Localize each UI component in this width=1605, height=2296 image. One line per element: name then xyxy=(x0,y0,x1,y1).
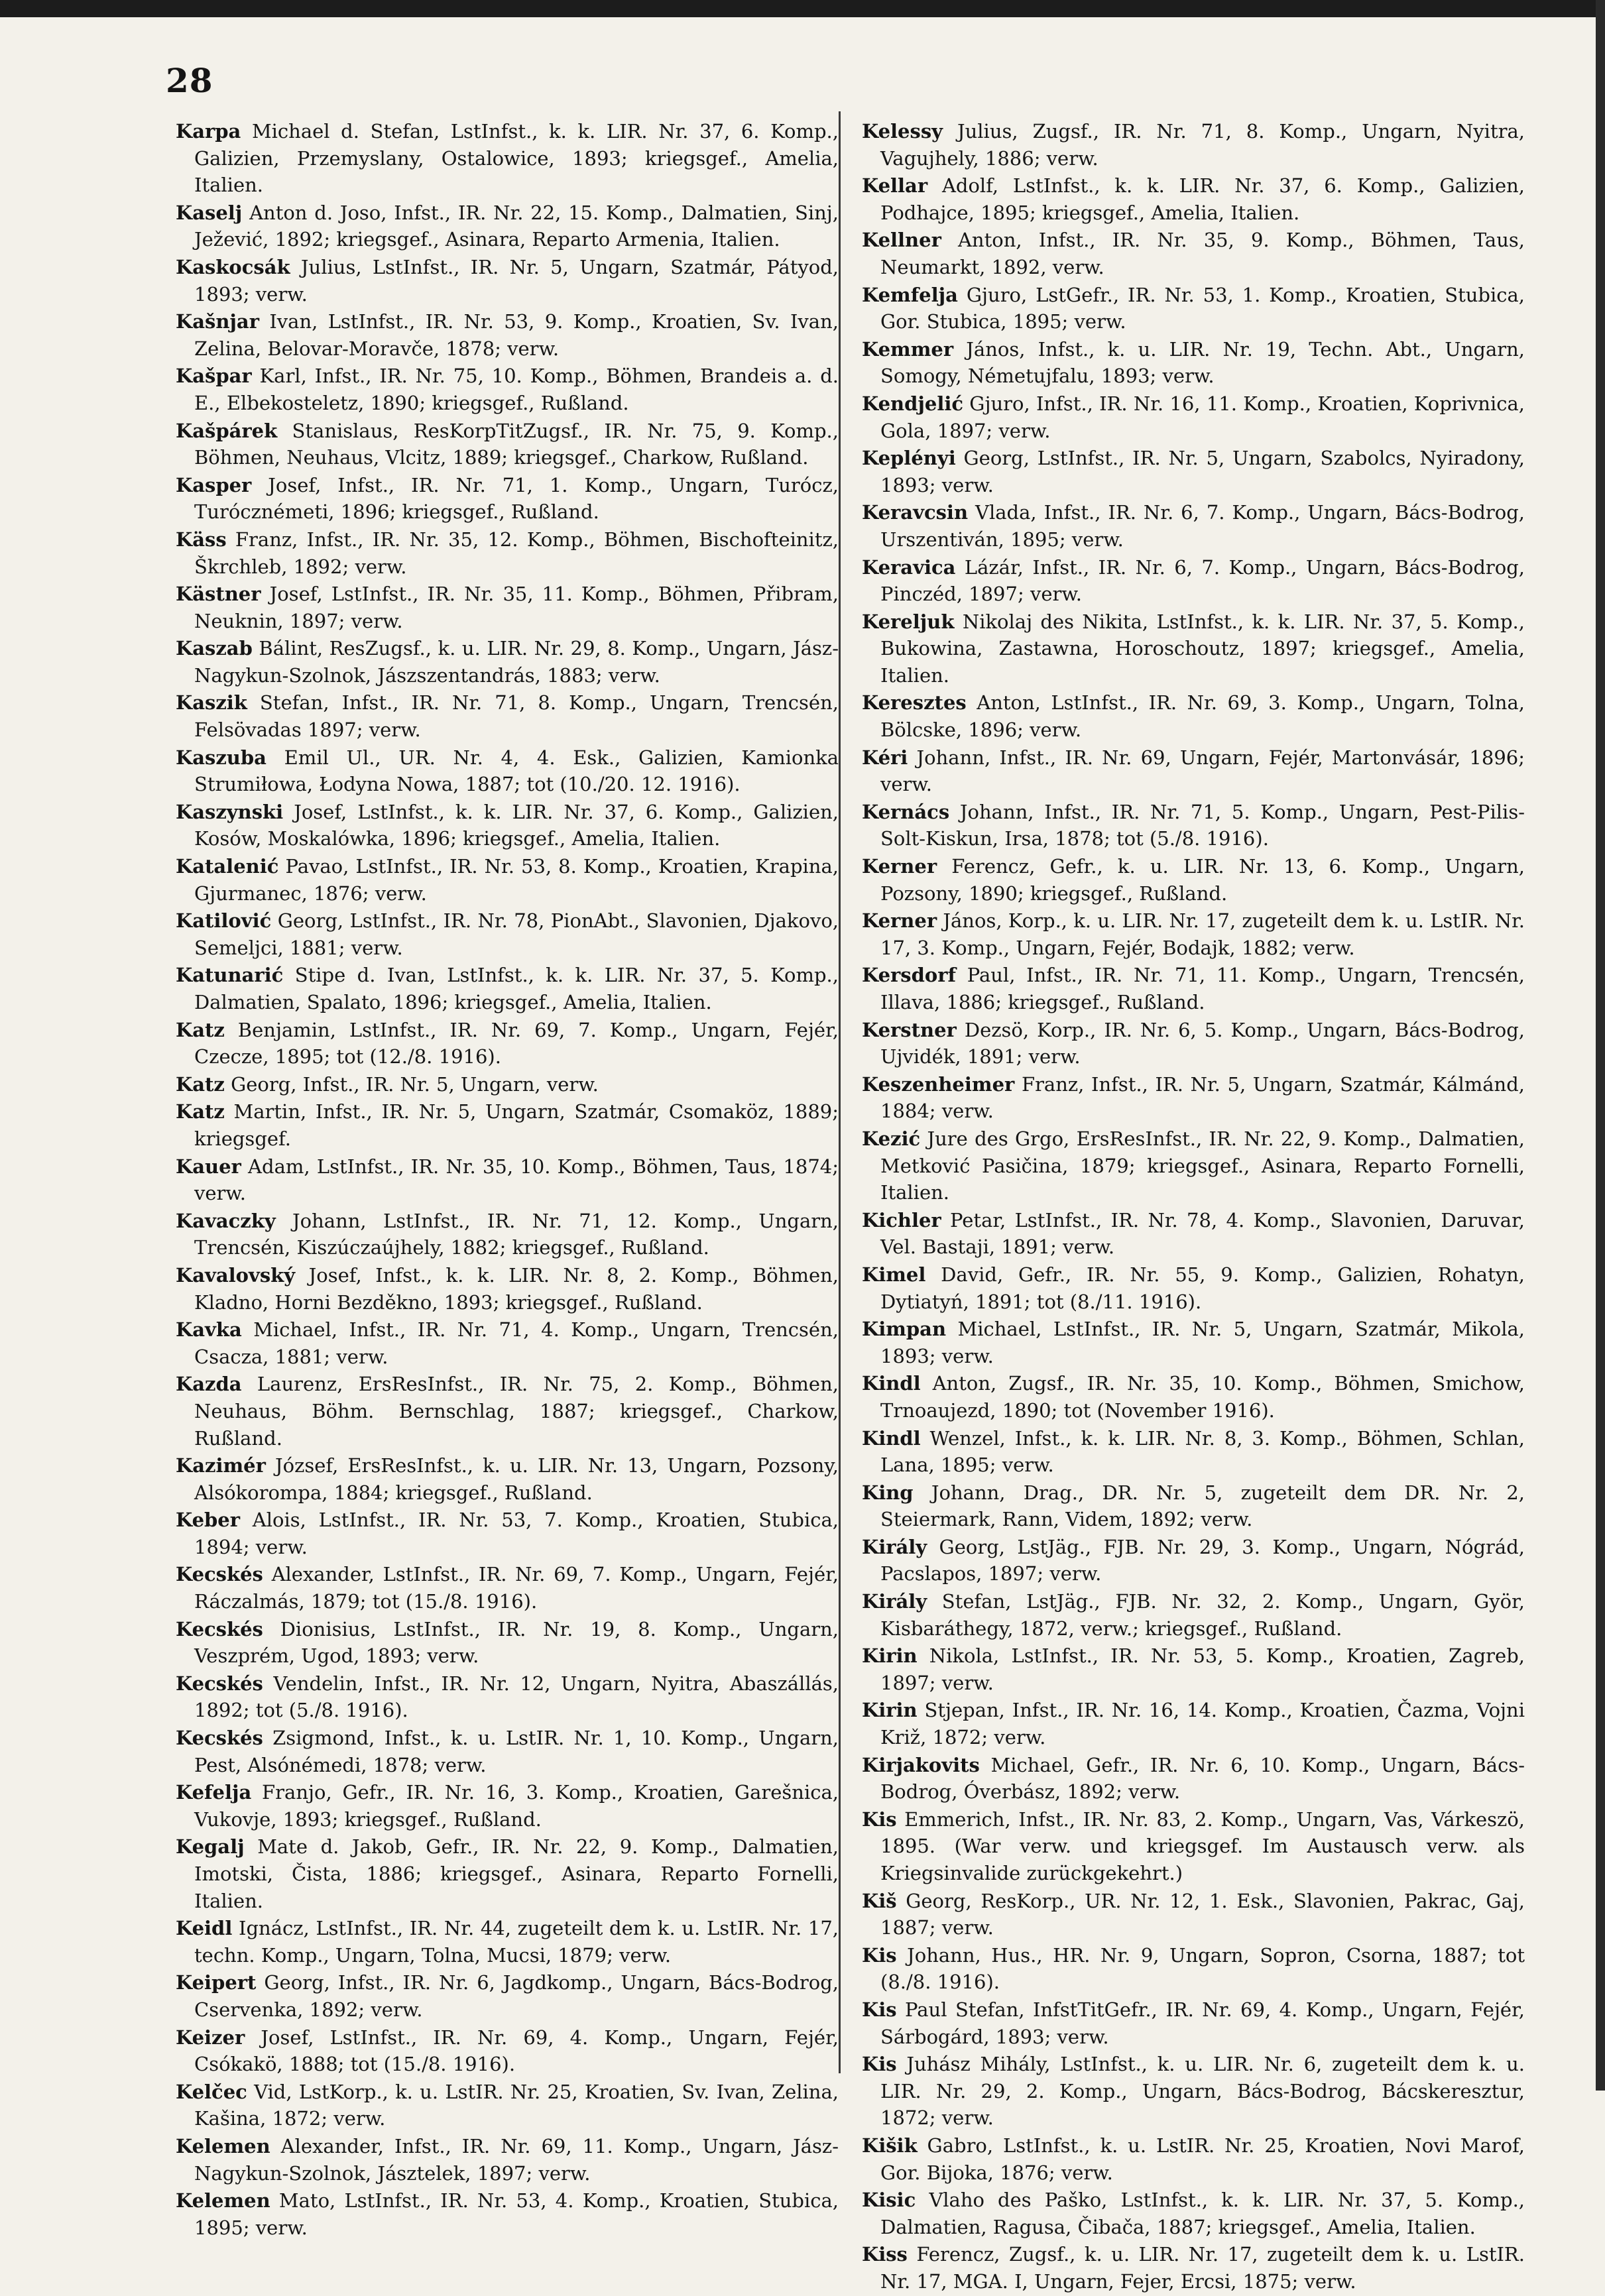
list-entry xyxy=(862,1697,1525,1751)
entry-details: Martin, Infst., IR. Nr. 5, Ungarn, Szatmár, Csomaköz, 1889; kriegsgef. xyxy=(194,1100,839,1150)
list-entry xyxy=(176,118,839,199)
entry-details: Georg, Infst., IR. Nr. 5, Ungarn, verw. xyxy=(224,1072,599,1096)
entry-details: Michael, Gefr., IR. Nr. 6, 10. Komp., Ungarn, Bács-Bodrog, Óverbász, 1892; verw. xyxy=(880,1753,1525,1804)
entry-details: Laurenz, ErsResInfst., IR. Nr. 75, 2. Komp., Böhmen, Neuhaus, Böhm. Bernschlag, 1887; kriegsgef., Charkow, Rußland. xyxy=(194,1373,839,1450)
list-entry xyxy=(176,1969,839,2023)
entry-surname: Kiš xyxy=(862,1889,897,1912)
list-entry xyxy=(176,1779,839,1833)
entry-surname: Kimpan xyxy=(862,1318,947,1341)
entry-surname: Kašpárek xyxy=(176,419,278,442)
list-entry xyxy=(176,1833,839,1914)
entry-details: Georg, LstJäg., FJB. Nr. 29, 3. Komp., Ungarn, Nógrád, Pacslapos, 1897; verw. xyxy=(880,1535,1525,1585)
entry-surname: Kaszuba xyxy=(176,746,267,769)
entry-details: Wenzel, Infst., k. k. LIR. Nr. 8, 3. Komp., Böhmen, Schlan, Lana, 1895; verw. xyxy=(880,1426,1525,1477)
entry-surname: Kemfelja xyxy=(862,283,958,306)
entry-surname: Keizer xyxy=(176,2026,245,2049)
entry-surname: Kecskés xyxy=(176,1617,263,1640)
entry-surname: Kimel xyxy=(862,1263,926,1286)
list-entry xyxy=(176,907,839,961)
entry-surname: Kelessy xyxy=(862,120,943,143)
page-number: 28 xyxy=(166,61,213,100)
entry-surname: Kemmer xyxy=(862,337,954,361)
list-entry xyxy=(176,472,839,526)
entry-surname: Kisic xyxy=(862,2189,916,2212)
list-entry xyxy=(862,608,1525,689)
entry-details: Franz, Infst., IR. Nr. 35, 12. Komp., Böhmen, Bischofteinitz, Škrchleb, 1892; verw. xyxy=(194,528,839,578)
entry-details: János, Korp., k. u. LIR. Nr. 17, zugeteilt dem k. u. LstIR. Nr. 17, 3. Komp., Ungarn, Fejér, Bodajk, 1882; verw. xyxy=(880,909,1525,959)
entry-surname: Kaszynski xyxy=(176,800,284,823)
entry-surname: Kaskocsák xyxy=(176,255,290,278)
list-entry xyxy=(176,853,839,907)
entry-surname: Kavka xyxy=(176,1318,242,1342)
list-entry xyxy=(176,1262,839,1316)
entry-surname: Karpa xyxy=(176,120,241,143)
entry-surname: Kiss xyxy=(862,2243,908,2266)
entry-surname: Kersdorf xyxy=(862,964,956,987)
list-entry xyxy=(862,1996,1525,2050)
list-entry xyxy=(176,799,839,852)
entry-surname: Keravcsin xyxy=(862,501,969,524)
list-entry xyxy=(862,1425,1525,1479)
entry-surname: Kecskés xyxy=(176,1563,263,1586)
entry-details: Ignácz, LstInfst., IR. Nr. 44, zugeteilt dem k. u. LstIR. Nr. 17, techn. Komp., Ungarn, Tolna, Mucsi, 1879; verw. xyxy=(194,1917,839,1967)
entry-surname: Keszenheimer xyxy=(862,1072,1015,1096)
list-entry xyxy=(862,227,1525,280)
entry-details: Anton, Infst., IR. Nr. 35, 9. Komp., Böhmen, Taus, Neumarkt, 1892, verw. xyxy=(880,229,1525,278)
list-entry xyxy=(176,1670,839,1724)
entry-details: Pavao, LstInfst., IR. Nr. 53, 8. Komp., Kroatien, Krapina, Gjurmanec, 1876; verw. xyxy=(194,855,839,905)
list-entry xyxy=(176,1561,839,1615)
entry-surname: Kästner xyxy=(176,583,261,606)
list-entry xyxy=(862,799,1525,852)
list-entry xyxy=(176,2187,839,2241)
entry-details: Anton d. Joso, Infst., IR. Nr. 22, 15. Komp., Dalmatien, Sinj, Ježević, 1892; kriegsgef., Asinara, Reparto Armenia, Italien. xyxy=(194,201,839,251)
list-entry xyxy=(862,1125,1525,1206)
list-entry xyxy=(176,1371,839,1452)
list-entry xyxy=(862,1207,1525,1261)
entry-surname: Kecskés xyxy=(176,1672,263,1695)
list-entry xyxy=(862,1642,1525,1696)
entry-details: Josef, LstInfst., IR. Nr. 69, 4. Komp., Ungarn, Fejér, Csókakö, 1888; tot (15./8. 1916). xyxy=(194,2026,839,2076)
entry-surname: Kellar xyxy=(862,174,928,198)
entry-details: Nikola, LstInfst., IR. Nr. 53, 5. Komp., Kroatien, Zagreb, 1897; verw. xyxy=(880,1644,1525,1694)
list-entry xyxy=(862,1806,1525,1887)
entry-surname: Kirin xyxy=(862,1699,918,1722)
list-entry xyxy=(862,853,1525,907)
list-entry xyxy=(862,2241,1525,2295)
entry-surname: Katz xyxy=(176,1072,225,1096)
entry-surname: Kašpar xyxy=(176,365,252,388)
entry-details: Johann, Hus., HR. Nr. 9, Ungarn, Sopron, Csorna, 1887; tot (8./8. 1916). xyxy=(880,1943,1525,1994)
entry-surname: Keravica xyxy=(862,555,956,579)
entry-details: Ferencz, Gefr., k. u. LIR. Nr. 13, 6. Komp., Ungarn, Pozsony, 1890; kriegsgef., Rußland. xyxy=(880,855,1525,905)
entry-details: Benjamin, LstInfst., IR. Nr. 69, 7. Komp., Ungarn, Fejér, Czecze, 1895; tot (12./8. 1916). xyxy=(194,1018,839,1068)
entry-details: Josef, LstInfst., IR. Nr. 35, 11. Komp., Böhmen, Přibram, Neuknin, 1897; verw. xyxy=(194,583,839,632)
entry-surname: Kindl xyxy=(862,1372,921,1395)
entry-surname: Király xyxy=(862,1535,927,1558)
entry-surname: Kerstner xyxy=(862,1018,957,1041)
list-entry xyxy=(176,1452,839,1506)
entry-details: Gjuro, Infst., IR. Nr. 16, 11. Komp., Kroatien, Koprivnica, Gola, 1897; verw. xyxy=(880,392,1525,442)
list-entry xyxy=(176,254,839,308)
entry-surname: Kirin xyxy=(862,1644,918,1668)
list-entry xyxy=(862,1370,1525,1424)
list-entry xyxy=(176,1507,839,1560)
entry-surname: Kazda xyxy=(176,1373,242,1396)
entry-surname: Kendjelić xyxy=(862,392,964,415)
entry-details: Ferencz, Zugsf., k. u. LIR. Nr. 17, zugeteilt dem k. u. LstIR. Nr. 17, MGA. I, Ungarn, Fejer, Ercsi, 1875; verw. xyxy=(880,2243,1525,2293)
entry-details: Mato, LstInfst., IR. Nr. 53, 4. Komp., Kroatien, Stubica, 1895; verw. xyxy=(194,2189,839,2239)
entry-details: Stjepan, Infst., IR. Nr. 16, 14. Komp., Kroatien, Čazma, Vojni Križ, 1872; verw. xyxy=(880,1699,1525,1749)
list-entry xyxy=(176,1915,839,1969)
entry-details: Gabro, LstInfst., k. u. LstIR. Nr. 25, Kroatien, Novi Marof, Gor. Bijoka, 1876; verw. xyxy=(880,2134,1525,2184)
entry-details: Stefan, Infst., IR. Nr. 71, 8. Komp., Ungarn, Trencsén, Felsövadas 1897; verw. xyxy=(194,691,839,742)
list-entry xyxy=(176,2079,839,2132)
entry-surname: Kelemen xyxy=(176,2189,270,2212)
entry-surname: Keber xyxy=(176,1509,241,1532)
entry-surname: Kernács xyxy=(862,800,950,823)
entry-details: Juhász Mihály, LstInfst., k. u. LIR. Nr. 6, zugeteilt dem k. u. LIR. Nr. 29, 2. Komp., Ungarn, Bács-Bodrog, Bácskeresztur, 1872; verw. xyxy=(880,2053,1525,2130)
list-entry xyxy=(862,1752,1525,1806)
entry-surname: Kindl xyxy=(862,1426,921,1450)
entry-details: Anton, Zugsf., IR. Nr. 35, 10. Komp., Böhmen, Smichow, Trnoaujezd, 1890; tot (November 1916). xyxy=(880,1372,1525,1422)
entry-surname: Katz xyxy=(176,1100,225,1123)
list-entry xyxy=(862,282,1525,335)
list-entry xyxy=(862,2051,1525,2132)
entry-surname: Keplényi xyxy=(862,447,956,470)
entry-surname: Kis xyxy=(862,1943,897,1967)
entry-details: Alexander, Infst., IR. Nr. 69, 11. Komp., Ungarn, Jász-Nagykun-Szolnok, Jásztelek, 1897; verw. xyxy=(194,2134,839,2185)
left-column xyxy=(176,118,839,2242)
entry-details: Alois, LstInfst., IR. Nr. 53, 7. Komp., Kroatien, Stubica, 1894; verw. xyxy=(194,1509,839,1558)
entry-details: Julius, Zugsf., IR. Nr. 71, 8. Komp., Ungarn, Nyitra, Vagujhely, 1886; verw. xyxy=(880,120,1525,170)
entry-surname: Katalenić xyxy=(176,855,279,878)
list-entry xyxy=(862,2187,1525,2240)
list-entry xyxy=(176,2024,839,2078)
list-entry xyxy=(176,363,839,416)
entry-details: Michael, LstInfst., IR. Nr. 5, Ungarn, Szatmár, Mikola, 1893; verw. xyxy=(880,1318,1525,1367)
entry-details: Paul, Infst., IR. Nr. 71, 11. Komp., Ungarn, Trencsén, Illava, 1886; kriegsgef., Rußland. xyxy=(880,964,1525,1013)
entry-details: Johann, Drag., DR. Nr. 5, zugeteilt dem DR. Nr. 2, Steiermark, Rann, Videm, 1892; verw. xyxy=(880,1481,1525,1531)
list-entry xyxy=(862,962,1525,1015)
entry-details: Dezsö, Korp., IR. Nr. 6, 5. Komp., Ungarn, Bács-Bodrog, Ujvidék, 1891; verw. xyxy=(880,1018,1525,1068)
list-entry xyxy=(176,200,839,253)
entry-surname: Keresztes xyxy=(862,691,967,715)
entry-details: Zsigmond, Infst., k. u. LstIR. Nr. 1, 10. Komp., Ungarn, Pest, Alsónémedi, 1878; verw. xyxy=(194,1727,839,1776)
entry-details: Stipe d. Ivan, LstInfst., k. k. LIR. Nr. 37, 5. Komp., Dalmatien, Spalato, 1896; kriegsgef., Amelia, Italien. xyxy=(194,964,839,1013)
entry-details: Lázár, Infst., IR. Nr. 6, 7. Komp., Ungarn, Bács-Bodrog, Pinczéd, 1897; verw. xyxy=(880,555,1525,606)
list-entry xyxy=(862,1017,1525,1070)
entry-details: Vid, LstKorp., k. u. LstIR. Nr. 25, Kroatien, Sv. Ivan, Zelina, Kašina, 1872; verw. xyxy=(194,2080,839,2130)
list-entry xyxy=(176,308,839,362)
list-entry xyxy=(862,1534,1525,1587)
entry-surname: Kellner xyxy=(862,229,941,252)
entry-details: Nikolaj des Nikita, LstInfst., k. k. LIR. Nr. 37, 5. Komp., Bukowina, Zastawna, Horoschoutz, 1897; kriegsgef., Amelia, Italien. xyxy=(880,610,1525,687)
entry-surname: Kelčec xyxy=(176,2080,247,2103)
entry-details: Jure des Grgo, ErsResInfst., IR. Nr. 22, 9. Komp., Dalmatien, Metković Pasičina, 1879; kriegsgef., Asinara, Reparto Fornelli, Italien. xyxy=(880,1127,1525,1204)
entry-surname: Kerner xyxy=(862,909,937,933)
entry-surname: Keidl xyxy=(176,1917,233,1940)
entry-details: Bálint, ResZugsf., k. u. LIR. Nr. 29, 8. Komp., Ungarn, Jász-Nagykun-Szolnok, Jászszentandrás, 1883; verw. xyxy=(194,637,839,687)
list-entry xyxy=(176,581,839,634)
entry-details: Franjo, Gefr., IR. Nr. 16, 3. Komp., Kroatien, Garešnica, Vukovje, 1893; kriegsgef., Rußland. xyxy=(194,1781,839,1831)
list-entry xyxy=(862,907,1525,961)
list-entry xyxy=(862,499,1525,553)
list-entry xyxy=(862,2132,1525,2186)
entry-details: Adam, LstInfst., IR. Nr. 35, 10. Komp., Böhmen, Taus, 1874; verw. xyxy=(194,1155,839,1205)
list-entry xyxy=(862,1316,1525,1369)
entry-details: Josef, LstInfst., k. k. LIR. Nr. 37, 6. Komp., Galizien, Kosów, Moskalówka, 1896; kriegsgef., Amelia, Italien. xyxy=(194,800,839,850)
entry-surname: Kašnjar xyxy=(176,310,259,333)
list-entry xyxy=(176,1017,839,1070)
entry-details: Vendelin, Infst., IR. Nr. 12, Ungarn, Nyitra, Abaszállás, 1892; tot (5./8. 1916). xyxy=(194,1672,839,1722)
list-entry xyxy=(176,1153,839,1207)
entry-details: Franz, Infst., IR. Nr. 5, Ungarn, Szatmár, Kálmánd, 1884; verw. xyxy=(880,1072,1525,1123)
list-entry xyxy=(862,1588,1525,1642)
entry-details: Vlada, Infst., IR. Nr. 6, 7. Komp., Ungarn, Bács-Bodrog, Urszentiván, 1895; verw. xyxy=(880,501,1525,551)
entry-details: Karl, Infst., IR. Nr. 75, 10. Komp., Böhmen, Brandeis a. d. E., Elbekosteletz, 1890; kriegsgef., Rußland. xyxy=(194,365,839,414)
entry-surname: Kasper xyxy=(176,473,252,496)
entry-surname: Kauer xyxy=(176,1155,241,1178)
list-entry xyxy=(176,635,839,689)
entry-details: Johann, Infst., IR. Nr. 69, Ungarn, Fejér, Martonvásár, 1896; verw. xyxy=(880,746,1525,796)
entry-surname: Keipert xyxy=(176,1971,257,1994)
entry-surname: Kaszik xyxy=(176,691,247,715)
list-entry xyxy=(176,1098,839,1152)
entry-details: Josef, Infst., k. k. LIR. Nr. 8, 2. Komp., Böhmen, Kladno, Horni Bezděkno, 1893; kriegsgef., Rußland. xyxy=(194,1263,839,1314)
scan-edge-top xyxy=(0,0,1605,17)
list-entry xyxy=(176,1208,839,1261)
entry-details: Georg, ResKorp., UR. Nr. 12, 1. Esk., Slavonien, Pakrac, Gaj, 1887; verw. xyxy=(880,1889,1525,1939)
entry-surname: Kegalj xyxy=(176,1835,245,1859)
entry-surname: Kecskés xyxy=(176,1727,263,1750)
list-entry xyxy=(176,744,839,798)
entry-surname: Kazimér xyxy=(176,1454,266,1477)
entry-details: Gjuro, LstGefr., IR. Nr. 53, 1. Komp., Kroatien, Stubica, Gor. Stubica, 1895; verw. xyxy=(880,283,1525,333)
entry-details: Emil Ul., UR. Nr. 4, 4. Esk., Galizien, Kamionka Strumiłowa, Łodyna Nowa, 1887; tot (10./20. 12. 1916). xyxy=(194,746,839,796)
entry-surname: King xyxy=(862,1481,914,1504)
entry-details: József, ErsResInfst., k. u. LIR. Nr. 13, Ungarn, Pozsony, Alsókorompa, 1884; kriegsgef., Rußland. xyxy=(194,1454,839,1504)
entry-details: Julius, LstInfst., IR. Nr. 5, Ungarn, Szatmár, Pátyod, 1893; verw. xyxy=(194,255,839,306)
entry-surname: Katz xyxy=(176,1018,225,1041)
list-entry xyxy=(862,445,1525,498)
entry-surname: Kéri xyxy=(862,746,908,769)
list-entry xyxy=(862,172,1525,226)
entry-details: Alexander, LstInfst., IR. Nr. 69, 7. Komp., Ungarn, Fejér, Ráczalmás, 1879; tot (15./8. 1916). xyxy=(194,1563,839,1613)
entry-details: Petar, LstInfst., IR. Nr. 78, 4. Komp., Slavonien, Daruvar, Vel. Bastaji, 1891; verw. xyxy=(880,1208,1525,1259)
entry-surname: Kelemen xyxy=(176,2134,270,2157)
entry-surname: Kaselj xyxy=(176,201,243,224)
entry-details: Georg, LstInfst., IR. Nr. 78, PionAbt., Slavonien, Djakovo, Semeljci, 1881; verw. xyxy=(194,909,839,959)
list-entry xyxy=(862,1479,1525,1533)
list-entry xyxy=(862,118,1525,172)
entry-details: János, Infst., k. u. LIR. Nr. 19, Techn. Abt., Ungarn, Somogy, Németujfalu, 1893; verw. xyxy=(880,337,1525,388)
entry-details: Ivan, LstInfst., IR. Nr. 53, 9. Komp., Kroatien, Sv. Ivan, Zelina, Belovar-Moravče, 1878; verw. xyxy=(194,310,839,360)
column-divider xyxy=(839,111,841,2073)
entry-surname: Kis xyxy=(862,1998,897,2021)
entry-surname: Katilović xyxy=(176,909,272,933)
entry-surname: Kišik xyxy=(862,2134,918,2157)
list-entry xyxy=(862,554,1525,608)
entry-surname: Kefelja xyxy=(176,1781,252,1804)
entry-details: Dionisius, LstInfst., IR. Nr. 19, 8. Komp., Ungarn, Veszprém, Ugod, 1893; verw. xyxy=(194,1617,839,1668)
list-entry xyxy=(176,418,839,471)
list-entry xyxy=(862,689,1525,743)
list-entry xyxy=(862,390,1525,444)
list-entry xyxy=(862,744,1525,798)
entry-surname: Kis xyxy=(862,1808,897,1831)
list-entry xyxy=(862,336,1525,390)
list-entry xyxy=(176,962,839,1015)
entry-surname: Katunarić xyxy=(176,964,284,987)
entry-details: Georg, LstInfst., IR. Nr. 5, Ungarn, Szabolcs, Nyiradony, 1893; verw. xyxy=(880,447,1525,496)
entry-surname: Király xyxy=(862,1590,927,1613)
entry-details: Georg, Infst., IR. Nr. 6, Jagdkomp., Ungarn, Bács-Bodrog, Cservenka, 1892; verw. xyxy=(194,1971,839,2021)
entry-details: Vlaho des Paško, LstInfst., k. k. LIR. Nr. 37, 5. Komp., Dalmatien, Ragusa, Čibača, 1887; kriegsgef., Amelia, Italien. xyxy=(880,2189,1525,2238)
entry-details: Anton, LstInfst., IR. Nr. 69, 3. Komp., Ungarn, Tolna, Bölcske, 1896; verw. xyxy=(880,691,1525,742)
entry-surname: Kis xyxy=(862,2053,897,2076)
entry-details: Mate d. Jakob, Gefr., IR. Nr. 22, 9. Komp., Dalmatien, Imotski, Čista, 1886; kriegsgef., Asinara, Reparto Fornelli, Italien. xyxy=(194,1835,839,1912)
entry-details: Stefan, LstJäg., FJB. Nr. 32, 2. Komp., Ungarn, Györ, Kisbaráthegy, 1872, verw.; kriegsgef., Rußland. xyxy=(880,1590,1525,1640)
entry-details: Michael, Infst., IR. Nr. 71, 4. Komp., Ungarn, Trencsén, Csacza, 1881; verw. xyxy=(194,1318,839,1368)
entry-details: Michael d. Stefan, LstInfst., k. k. LIR. Nr. 37, 6. Komp., Galizien, Przemyslany, Ostalowice, 1893; kriegsgef., Amelia, Italien. xyxy=(194,120,839,197)
list-entry xyxy=(176,1725,839,1778)
list-entry xyxy=(862,1942,1525,1996)
list-entry xyxy=(862,1071,1525,1125)
list-entry xyxy=(176,1616,839,1670)
entry-details: David, Gefr., IR. Nr. 55, 9. Komp., Galizien, Rohatyn, Dytiatyń, 1891; tot (8./11. 1916). xyxy=(880,1263,1525,1313)
entry-details: Emmerich, Infst., IR. Nr. 83, 2. Komp., Ungarn, Vas, Várkeszö, 1895. (War verw. und kriegsgef. Im Austausch verw. als Kriegsinvalide zurückgekehrt.) xyxy=(880,1808,1525,1884)
entry-details: Johann, Infst., IR. Nr. 71, 5. Komp., Ungarn, Pest-Pilis-Solt-Kiskun, Irsa, 1878; tot (5./8. 1916). xyxy=(880,800,1525,850)
list-entry xyxy=(176,689,839,743)
entry-details: Johann, LstInfst., IR. Nr. 71, 12. Komp., Ungarn, Trencsén, Kiszúczaújhely, 1882; kriegsgef., Rußland. xyxy=(194,1209,839,1259)
entry-surname: Kerner xyxy=(862,855,937,878)
entry-surname: Käss xyxy=(176,528,227,551)
list-entry xyxy=(176,2133,839,2187)
entry-details: Paul Stefan, InfstTitGefr., IR. Nr. 69, 4. Komp., Ungarn, Fejér, Sárbogárd, 1893; verw. xyxy=(880,1998,1525,2048)
entry-details: Josef, Infst., IR. Nr. 71, 1. Komp., Ungarn, Turócz, Turócznémeti, 1896; kriegsgef., Rußland. xyxy=(194,473,839,524)
entry-surname: Kavalovský xyxy=(176,1263,296,1287)
entry-details: Adolf, LstInfst., k. k. LIR. Nr. 37, 6. Komp., Galizien, Podhajce, 1895; kriegsgef., Amelia, Italien. xyxy=(880,174,1525,224)
list-entry xyxy=(176,1071,839,1098)
entry-surname: Kereljuk xyxy=(862,610,955,633)
list-entry xyxy=(176,526,839,580)
entry-surname: Kavaczky xyxy=(176,1209,276,1232)
entry-surname: Kezić xyxy=(862,1127,921,1150)
entry-surname: Kirjakovits xyxy=(862,1753,980,1776)
entry-surname: Kichler xyxy=(862,1208,941,1232)
entry-surname: Kaszab xyxy=(176,637,253,660)
list-entry xyxy=(862,1261,1525,1315)
list-entry xyxy=(862,1888,1525,1941)
right-column xyxy=(862,118,1525,2296)
entry-details: Stanislaus, ResKorpTitZugsf., IR. Nr. 75, 9. Komp., Böhmen, Neuhaus, Vlcitz, 1889; kriegsgef., Charkow, Rußland. xyxy=(194,419,839,469)
scan-edge-right xyxy=(1596,0,1605,2091)
list-entry xyxy=(176,1316,839,1370)
